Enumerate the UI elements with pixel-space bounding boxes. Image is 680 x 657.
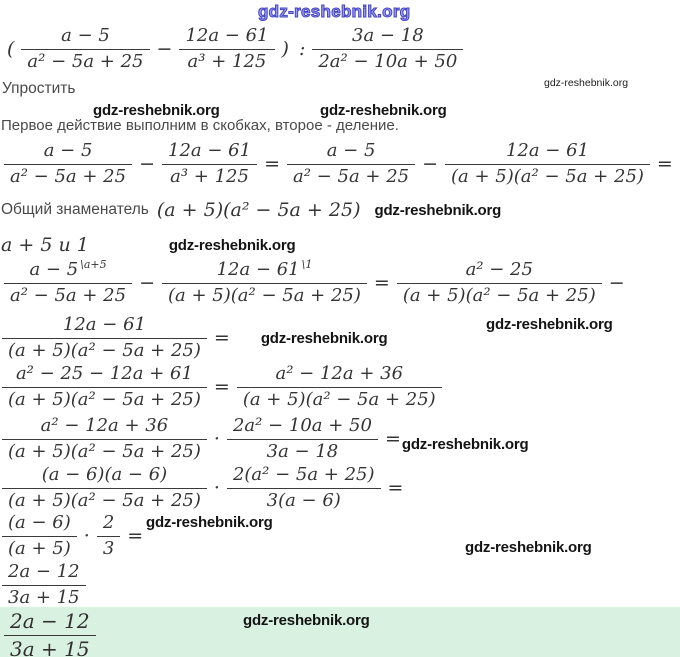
- numerator: [2, 464, 207, 488]
- math-line-step4: [0, 363, 444, 411]
- site-watermark: gdz-reshebnik.org: [486, 316, 613, 333]
- site-watermark: gdz-reshebnik.org: [465, 539, 592, 556]
- operator: =: [213, 327, 230, 349]
- denominator: (a + 5)(a² − 5a + 25): [2, 387, 207, 412]
- fraction: [21, 25, 149, 73]
- numerator: [2, 512, 77, 536]
- denominator: (a + 5)(a² − 5a + 25): [2, 439, 207, 464]
- denominator: 2a² − 10a + 50: [312, 49, 463, 74]
- site-watermark: gdz-reshebnik.org: [401, 435, 529, 453]
- numerator-text: 2a² − 10a + 50: [232, 415, 372, 436]
- step-note: Первое действие выполним в скобках, второе - деление.: [1, 117, 399, 134]
- fraction: [2, 415, 207, 463]
- denominator: 3: [97, 536, 120, 561]
- site-watermark: gdz-reshebnik.org: [146, 514, 273, 531]
- fraction: [237, 363, 442, 411]
- operator: ·: [213, 477, 220, 499]
- operator: =: [264, 153, 281, 175]
- operator: −: [139, 272, 156, 294]
- common-denominator-row: [1, 199, 501, 221]
- numerator: [21, 25, 149, 49]
- numerator: [2, 415, 207, 439]
- fraction: [4, 609, 96, 657]
- math-line-step2: [2, 259, 630, 307]
- denominator: (a + 5)(a² − 5a + 25): [397, 283, 602, 308]
- numerator: [97, 512, 120, 536]
- fraction: [227, 464, 381, 512]
- extra-factors: a + 5 и 1: [1, 234, 89, 256]
- fraction: [227, 415, 378, 463]
- fraction: [445, 140, 650, 188]
- task-label: Упростить: [2, 80, 76, 97]
- numerator-text: (a − 6): [8, 512, 71, 533]
- numerator-text: 12a − 61: [168, 140, 252, 161]
- math-line-problem: [2, 25, 465, 73]
- denominator: (a + 5)(a² − 5a + 25): [162, 283, 367, 308]
- site-watermark: gdz-reshebnik.org: [374, 201, 502, 219]
- operator: −: [422, 153, 439, 175]
- site-watermark: gdz-reshebnik.org: [544, 77, 629, 89]
- site-watermark: gdz-reshebnik.org: [260, 329, 388, 347]
- fraction: [4, 140, 132, 188]
- math-line-step6: [0, 464, 408, 512]
- extra-factor-mark: \a+5: [80, 258, 107, 271]
- numerator: [445, 140, 650, 164]
- denominator: 3(a − 6): [227, 488, 381, 513]
- denominator: 3a + 15: [4, 635, 96, 657]
- operator: =: [656, 153, 673, 175]
- operator: :: [298, 38, 306, 60]
- numerator-text: 12a − 61: [62, 314, 146, 335]
- fraction: [397, 259, 602, 307]
- math-line-step3: [0, 314, 387, 362]
- denominator: (a + 5)(a² − 5a + 25): [445, 164, 650, 189]
- math-line-step5: [0, 415, 528, 463]
- numerator-text: 3a − 18: [352, 25, 424, 46]
- numerator-text: 2a − 12: [10, 609, 90, 633]
- math-line-result: [0, 561, 88, 609]
- denominator: a³ + 125: [162, 164, 257, 189]
- numerator-text: 2: [102, 512, 115, 533]
- numerator-text: a − 5: [43, 140, 93, 161]
- site-watermark-logo: gdz-reshebnik.org: [258, 2, 411, 21]
- numerator: [227, 464, 381, 488]
- denominator: a² − 5a + 25: [21, 49, 149, 74]
- denominator: (a + 5)(a² − 5a + 25): [2, 488, 207, 513]
- numerator-text: 2a − 12: [8, 561, 80, 582]
- math-line-step1: [2, 140, 678, 188]
- numerator-text: 2(a² − 5a + 25): [232, 464, 375, 485]
- numerator-text: a² − 25: [465, 259, 533, 280]
- site-watermark: gdz-reshebnik.org: [243, 612, 370, 629]
- operator: =: [387, 477, 404, 499]
- numerator-text: a − 5: [326, 140, 376, 161]
- fraction: [162, 259, 367, 307]
- numerator-text: 12a − 61: [216, 259, 300, 280]
- site-watermark: gdz-reshebnik.org: [320, 102, 447, 119]
- operator: ): [281, 38, 289, 60]
- extra-factor-mark: \1: [301, 258, 313, 271]
- numerator: [4, 259, 132, 283]
- fraction: [97, 512, 120, 560]
- common-denominator-label: Общий знаменатель: [1, 201, 149, 218]
- operator: =: [213, 376, 230, 398]
- numerator: [287, 140, 415, 164]
- numerator: [179, 25, 274, 49]
- numerator: [162, 259, 367, 283]
- math-line-final-answer: [2, 609, 98, 657]
- numerator-text: a − 5: [29, 259, 79, 280]
- fraction: [2, 464, 207, 512]
- operator: −: [608, 272, 625, 294]
- numerator: [4, 140, 132, 164]
- numerator-text: a − 5: [61, 25, 110, 46]
- operator: ·: [213, 428, 220, 450]
- common-denominator-expression: (a + 5)(a² − 5a + 25): [156, 199, 361, 221]
- denominator: (a + 5)(a² − 5a + 25): [2, 338, 207, 363]
- numerator: [2, 561, 86, 585]
- denominator: a² − 5a + 25: [4, 283, 132, 308]
- fraction: [162, 140, 257, 188]
- numerator-text: a² − 25 − 12a + 61: [15, 363, 193, 384]
- fraction: [2, 363, 207, 411]
- numerator-text: 12a − 61: [505, 140, 590, 161]
- operator: =: [127, 525, 144, 547]
- numerator: [2, 363, 207, 387]
- operator: −: [139, 153, 156, 175]
- numerator-text: a² − 12a + 36: [40, 415, 169, 436]
- site-watermark: gdz-reshebnik.org: [168, 236, 296, 254]
- numerator: [397, 259, 602, 283]
- denominator: 3a + 15: [2, 585, 86, 610]
- math-line-step7: [0, 512, 148, 560]
- operator: −: [156, 38, 173, 60]
- numerator: [162, 140, 257, 164]
- operator: ·: [83, 525, 90, 547]
- denominator: 3a − 18: [227, 439, 378, 464]
- fraction: [2, 314, 207, 362]
- numerator: [237, 363, 442, 387]
- numerator: [2, 314, 207, 338]
- fraction: [4, 259, 132, 307]
- numerator-text: 12a − 61: [185, 25, 269, 46]
- operator: (: [7, 38, 15, 60]
- numerator: [227, 415, 378, 439]
- fraction: [287, 140, 415, 188]
- numerator: [312, 25, 463, 49]
- operator: =: [384, 428, 401, 450]
- operator: =: [373, 272, 390, 294]
- site-watermark: gdz-reshebnik.org: [93, 102, 220, 119]
- denominator: (a + 5)(a² − 5a + 25): [237, 387, 442, 412]
- fraction: [179, 25, 274, 73]
- denominator: a³ + 125: [179, 49, 274, 74]
- numerator-text: (a − 6)(a − 6): [41, 464, 168, 485]
- extra-factors-row: [1, 234, 295, 256]
- numerator-text: a² − 12a + 36: [275, 363, 404, 384]
- numerator: [4, 609, 96, 635]
- fraction: [2, 561, 86, 609]
- fraction: [312, 25, 463, 73]
- denominator: (a + 5): [2, 536, 77, 561]
- fraction: [2, 512, 77, 560]
- denominator: a² − 5a + 25: [4, 164, 132, 189]
- denominator: a² − 5a + 25: [287, 164, 415, 189]
